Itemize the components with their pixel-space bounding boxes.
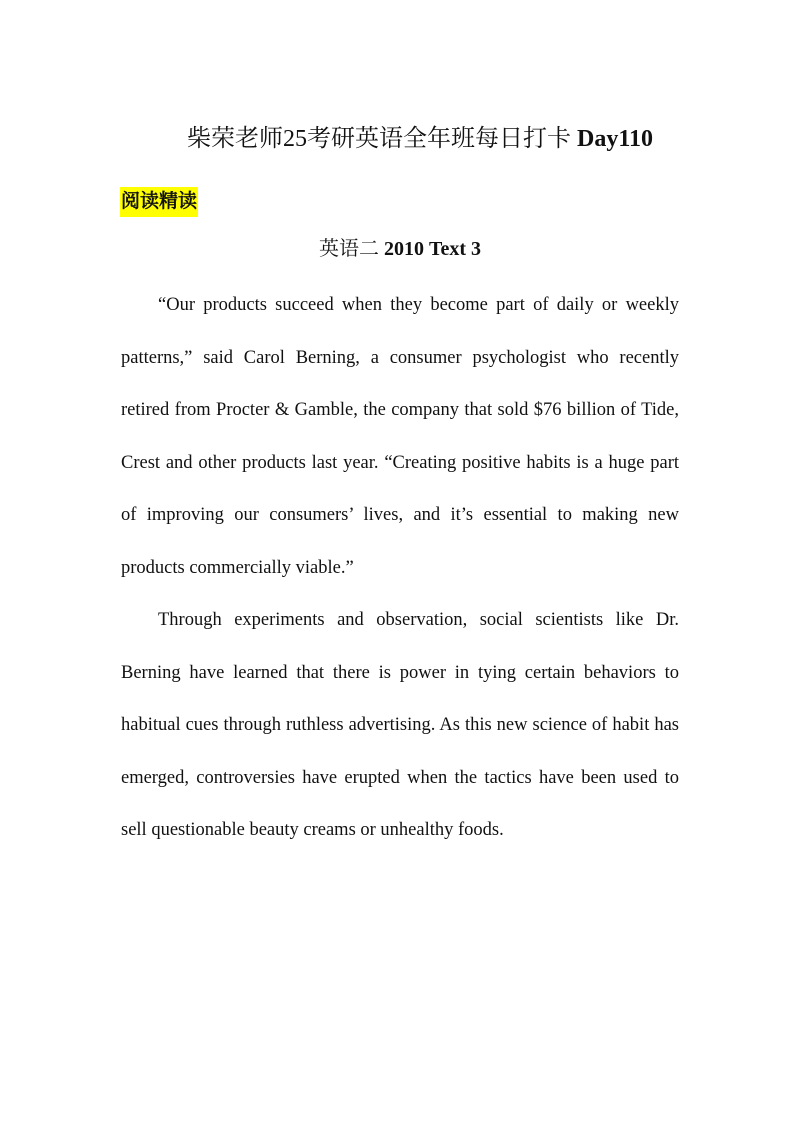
passage-subtitle-english: 2010 Text 3 <box>383 238 482 260</box>
passage-paragraph-2: Through experiments and observation, social scientists like Dr. Berning have learned that there is power in tying certain behaviors to habitual cues through ruthless advertising. As this new science of habit has emerged, controversies have erupted when the tactics have been used to sell questionable beauty creams or unhealthy foods. <box>121 610 679 840</box>
section-tag-highlighted: 阅读精读 <box>120 187 198 217</box>
passage-paragraph-1: “Our products succeed when they become part of daily or weekly patterns,” said Carol Berning, a consumer psychologist who recently retired from Procter & Gamble, the company that sold $76 billion of Tide, Crest and other products last year. “Creating positive habits is a huge part of improving our consumers’ lives, and it’s essential to making new products commercially viable.” <box>121 295 679 578</box>
document-title <box>0 122 800 156</box>
document-title-chinese: 柴荣老师25考研英语全年班每日打卡 <box>186 126 571 152</box>
passage-subtitle-chinese: 英语二 <box>318 238 379 260</box>
passage-body <box>121 279 679 857</box>
document-title-day: Day110 <box>576 126 653 152</box>
passage-subtitle <box>0 234 800 264</box>
